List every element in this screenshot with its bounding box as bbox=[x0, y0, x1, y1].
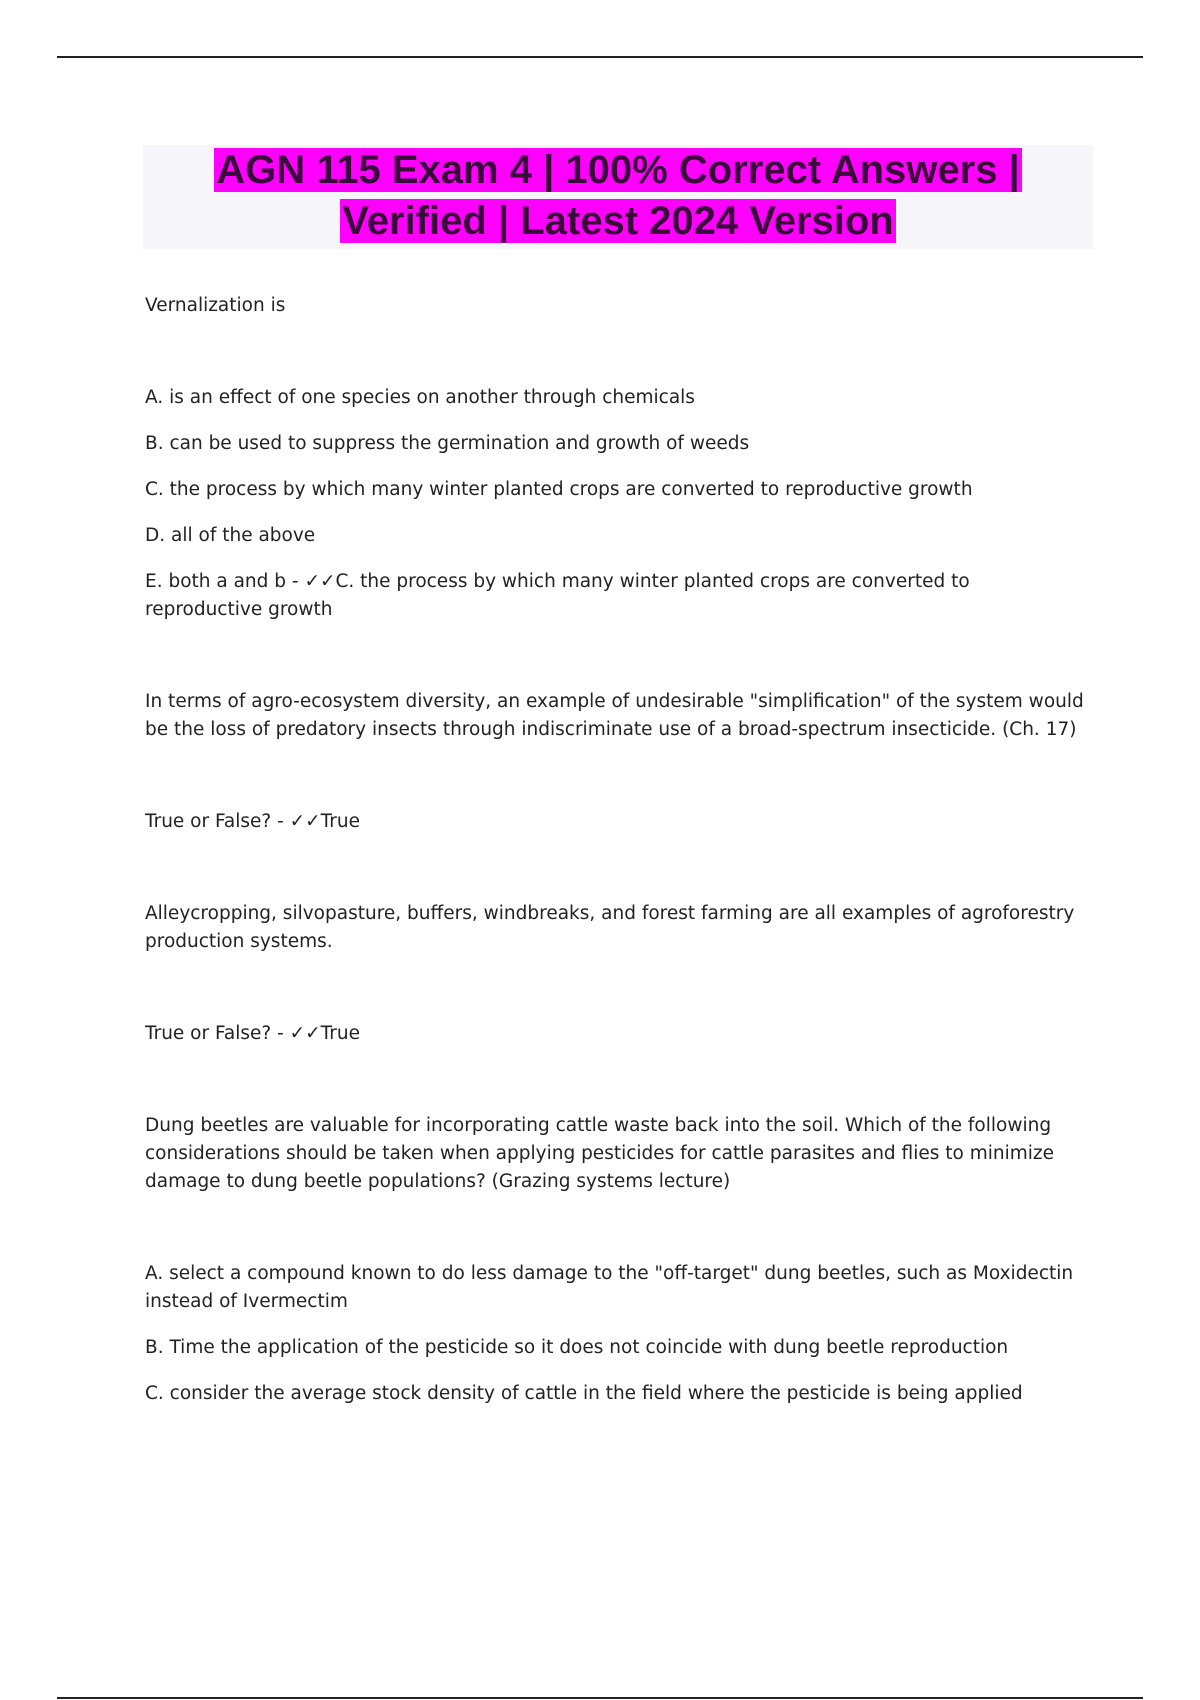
title-banner bbox=[143, 145, 1093, 249]
question-2-prompt: In terms of agro-ecosystem diversity, an example of undesirable "simplification" of the system would be the loss of predatory insects through indiscriminate use of a broad-spectrum insecticide. (Ch. 17) bbox=[145, 691, 1084, 740]
question-1-option-a: A. is an effect of one species on another through chemicals bbox=[145, 387, 695, 408]
header-rule bbox=[57, 56, 1143, 58]
question-2-answer: True or False? - ✓✓True bbox=[145, 811, 360, 832]
title-line-2: Verified | Latest 2024 Version bbox=[342, 199, 894, 243]
question-1-option-e-answer: E. both a and b - ✓✓C. the process by which many winter planted crops are converted to reproductive growth bbox=[145, 571, 970, 620]
footer-rule bbox=[57, 1697, 1143, 1699]
question-4-option-b: B. Time the application of the pesticide so it does not coincide with dung beetle reproduction bbox=[145, 1337, 1009, 1358]
question-4-prompt: Dung beetles are valuable for incorporating cattle waste back into the soil. Which of the following considerations should be taken when applying pesticides for cattle parasites and flies to minimize damage to dung beetle populations? (Grazing systems lecture) bbox=[145, 1115, 1054, 1192]
question-4-option-a: A. select a compound known to do less damage to the "off-target" dung beetles, such as Moxidectin instead of Ivermectim bbox=[145, 1263, 1074, 1312]
document-title bbox=[214, 148, 1022, 243]
question-1-option-d: D. all of the above bbox=[145, 525, 316, 546]
question-1-option-c: C. the process by which many winter planted crops are converted to reproductive growth bbox=[145, 479, 973, 500]
title-line-1: AGN 115 Exam 4 | 100% Correct Answers | bbox=[216, 148, 1020, 192]
question-3-answer: True or False? - ✓✓True bbox=[145, 1023, 360, 1044]
document-body bbox=[145, 292, 1085, 1426]
question-4-option-c: C. consider the average stock density of cattle in the field where the pesticide is being applied bbox=[145, 1383, 1023, 1404]
question-3-prompt: Alleycropping, silvopasture, buffers, windbreaks, and forest farming are all examples of agroforestry production systems. bbox=[145, 903, 1075, 952]
question-1-option-b: B. can be used to suppress the germination and growth of weeds bbox=[145, 433, 750, 454]
question-1-prompt: Vernalization is bbox=[145, 295, 286, 316]
